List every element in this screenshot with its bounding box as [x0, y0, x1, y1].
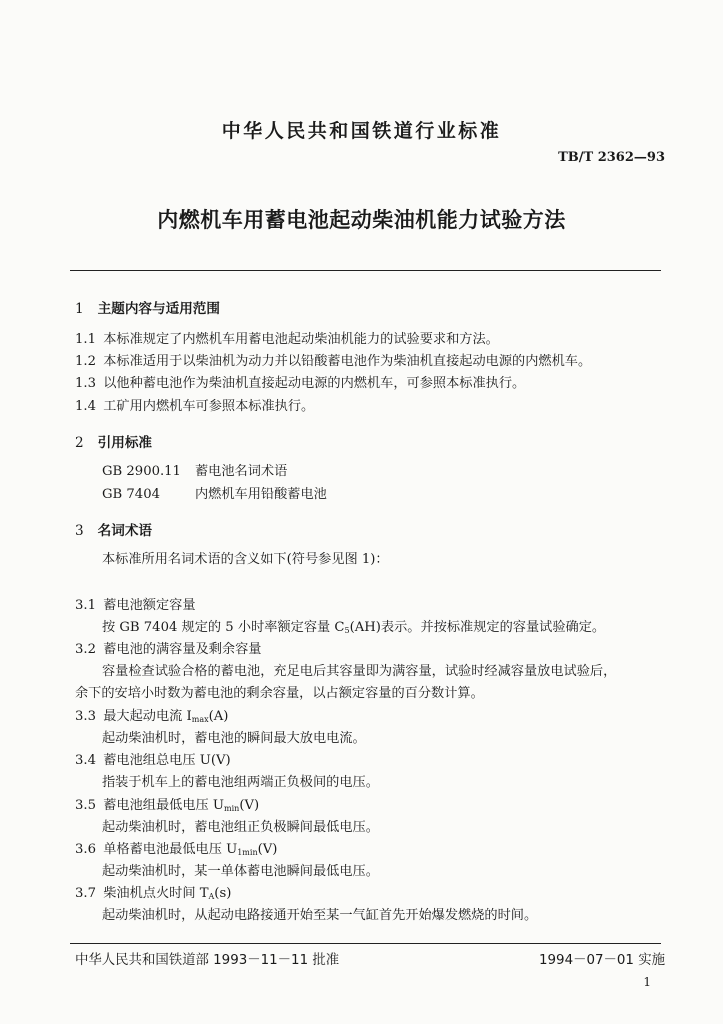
- clause-number: 1.2: [75, 354, 96, 369]
- clause-1-3: [75, 375, 525, 393]
- term-3-7-heading: 3.7 柴油机点火时间 $T_A(s)$: [75, 886, 232, 901]
- clause-number: 1.1: [75, 332, 96, 347]
- reference-name: 内燃机车用铅酸蓄电池: [195, 487, 327, 502]
- clause-1-1: [75, 331, 499, 349]
- term-3-6-heading: 3.6 单格蓄电池最低电压 $U_{1min}(V)$: [75, 842, 278, 857]
- section-2-heading: [75, 431, 152, 451]
- org-title: 中华人民共和国铁道行业标准: [221, 120, 502, 142]
- bottom-rule: [70, 943, 661, 944]
- term-title: 蓄电池的满容量及剩余容量: [103, 642, 262, 657]
- section-number: 2: [75, 435, 84, 451]
- reference-name: 蓄电池名词术语: [195, 464, 288, 479]
- term-3-2-definition-line-2: 余下的安培小时数为蓄电池的剩余容量，以占额定容量的百分数计算。: [75, 686, 484, 701]
- term-3-2-heading: [75, 641, 261, 659]
- clause-text: 工矿用内燃机车可参照本标准执行。: [103, 399, 315, 414]
- approval-line: 中华人民共和国铁道部 1993－11－11 批准: [75, 953, 340, 968]
- reference-row: [102, 463, 287, 481]
- effective-date: 1994－07－01 实施: [539, 953, 665, 968]
- section-title: 引用标准: [97, 435, 153, 451]
- document-title: 内燃机车用蓄电池起动柴油机能力试验方法: [157, 208, 566, 232]
- clause-text: 本标准规定了内燃机车用蓄电池起动柴油机能力的试验要求和方法。: [103, 332, 499, 347]
- clause-number: 3.2: [75, 642, 96, 657]
- reference-code: GB 2900.11: [102, 464, 181, 479]
- clause-number: 3.6: [75, 842, 96, 857]
- section-3-heading: [75, 519, 152, 539]
- term-title: 蓄电池额定容量: [103, 598, 196, 613]
- clause-1-4: [75, 398, 314, 416]
- clause-1-2: [75, 353, 591, 371]
- term-title: 蓄电池组总电压 U(V): [103, 753, 231, 768]
- clause-number: 1.3: [75, 376, 96, 391]
- term-3-5-heading: 3.5 蓄电池组最低电压 $U_{min}(V)$: [75, 798, 260, 813]
- clause-number: 3.5: [75, 798, 96, 813]
- clause-number: 3.4: [75, 753, 96, 768]
- term-3-6-definition: 起动柴油机时，某一单体蓄电池瞬间最低电压。: [102, 864, 379, 879]
- page-number: 1: [643, 975, 651, 989]
- clause-text: 本标准适用于以柴油机为动力并以铅酸蓄电池作为柴油机直接起动电源的内燃机车。: [103, 354, 592, 369]
- top-rule: [70, 270, 661, 271]
- term-3-2-definition-line-1: 容量检查试验合格的蓄电池，充足电后其容量即为满容量，试验时经减容量放电试验后，: [102, 664, 617, 679]
- term-3-4-definition: 指装于机车上的蓄电池组两端正负极间的电压。: [102, 775, 379, 790]
- term-3-4-heading: [75, 752, 231, 770]
- term-3-5-definition: 起动柴油机时，蓄电池组正负极瞬间最低电压。: [102, 820, 379, 835]
- term-3-7-definition: 起动柴油机时，从起动电路接通开始至某一气缸首先开始爆发燃烧的时间。: [102, 908, 538, 923]
- term-3-1-definition: 按 GB 7404 规定的 5 小时率额定容量 $C_5(AH)$表示。并按标准规定的容量试验确定。: [102, 620, 606, 635]
- clause-number: 3.1: [75, 598, 96, 613]
- standard-code: TB/T 2362—93: [558, 150, 665, 165]
- term-3-3-definition: 起动柴油机时，蓄电池的瞬间最大放电电流。: [102, 731, 366, 746]
- section-title: 名词术语: [97, 523, 153, 539]
- term-3-3-heading: 3.3 最大起动电流 $I_{max}(A)$: [75, 709, 229, 724]
- clause-text: 以他种蓄电池作为柴油机直接起动电源的内燃机车，可参照本标准执行。: [103, 376, 526, 391]
- section-number: 3: [75, 523, 84, 539]
- reference-code: GB 7404: [102, 487, 160, 502]
- section-number: 1: [75, 301, 84, 317]
- clause-number: 3.3: [75, 709, 96, 724]
- clause-number: 3.7: [75, 886, 96, 901]
- section-title: 主题内容与适用范围: [97, 301, 220, 317]
- clause-number: 1.4: [75, 399, 96, 414]
- term-3-1-heading: [75, 597, 196, 615]
- reference-row: [102, 486, 327, 504]
- section-3-intro: 本标准所用名词术语的含义如下(符号参见图 1)：: [102, 552, 389, 567]
- section-1-heading: [75, 297, 220, 317]
